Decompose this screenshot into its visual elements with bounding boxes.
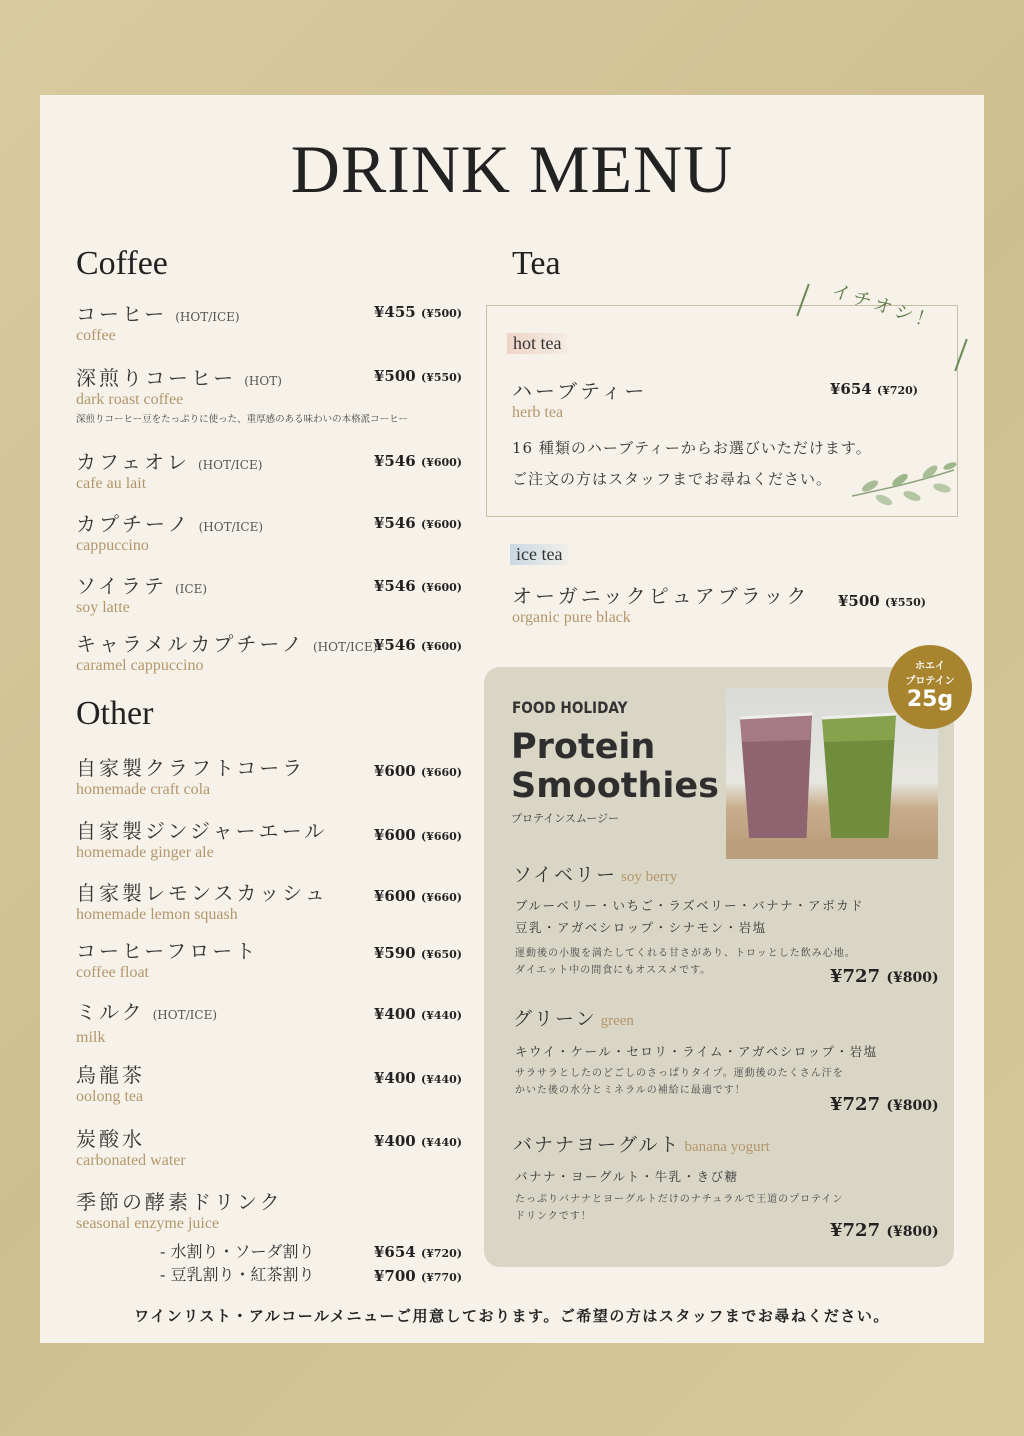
item-jp: 自家製ジンジャーエール bbox=[76, 819, 328, 843]
item-price: ¥590 (¥650) bbox=[374, 944, 463, 962]
coffee-heading: Coffee bbox=[76, 245, 168, 282]
enzyme-option-label: - 豆乳割り・紅茶割り bbox=[160, 1265, 315, 1284]
item-price: ¥654 (¥720) bbox=[830, 380, 919, 398]
item-note: (HOT) bbox=[244, 374, 282, 388]
item-jp: カフェオレ bbox=[76, 450, 190, 474]
item-en: soy latte bbox=[76, 599, 130, 616]
item-jp: カプチーノ bbox=[76, 512, 191, 536]
item-note: (ICE) bbox=[175, 582, 208, 596]
whey-protein-badge bbox=[888, 645, 972, 729]
badge-amount: 25g bbox=[906, 687, 954, 712]
item-en: herb tea bbox=[512, 404, 564, 421]
item-price: ¥400 (¥440) bbox=[374, 1069, 463, 1087]
enzyme-option-price: ¥700 (¥770) bbox=[374, 1267, 463, 1285]
smoothie-soy-berry-title: ソイベリー soy berry bbox=[513, 864, 678, 886]
item-en: dark roast coffee bbox=[76, 391, 184, 408]
item-jp: 自家製クラフトコーラ bbox=[76, 756, 306, 780]
item-en: milk bbox=[76, 1029, 106, 1046]
item-en: carbonated water bbox=[76, 1152, 186, 1169]
item-price: ¥546 (¥600) bbox=[374, 514, 463, 532]
item-jp: 烏龍茶 bbox=[76, 1063, 145, 1087]
brand-label: FOOD HOLIDAY bbox=[512, 698, 628, 717]
smoothie-ingredients: バナナ・ヨーグルト・牛乳・きび糖 bbox=[515, 1169, 739, 1184]
item-jp: 季節の酵素ドリンク bbox=[76, 1190, 283, 1214]
smoothie-green-title: グリーン green bbox=[513, 1008, 634, 1030]
item-price: ¥500 (¥550) bbox=[838, 592, 927, 610]
smoothie-description: 運動後の小腹を満たしてくれる甘さがあり、トロッとした飲み心地。 bbox=[515, 948, 856, 959]
menu-item-enzyme-juice bbox=[76, 1186, 461, 1233]
badge-line1: ホエイ bbox=[915, 661, 945, 672]
item-price: ¥455 (¥500) bbox=[374, 303, 463, 321]
item-en: caramel cappuccino bbox=[76, 657, 204, 674]
enzyme-option-label: - 水割り・ソーダ割り bbox=[160, 1242, 315, 1261]
item-jp: 自家製レモンスカッシュ bbox=[76, 881, 328, 905]
herb-description: ご注文の方はスタッフまでお尋ねください。 bbox=[512, 470, 833, 488]
item-en: homemade craft cola bbox=[76, 781, 211, 798]
other-heading: Other bbox=[76, 695, 154, 732]
smoothie-banana-yogurt-title: バナナヨーグルト banana yogurt bbox=[513, 1134, 770, 1156]
item-en: coffee bbox=[76, 327, 116, 344]
item-price: ¥600 (¥660) bbox=[374, 826, 463, 844]
item-price: ¥500 (¥550) bbox=[374, 367, 463, 385]
smoothie-price: ¥727 (¥800) bbox=[830, 966, 939, 987]
item-note: (HOT/ICE) bbox=[313, 640, 378, 654]
smoothie-description: たっぷりバナナとヨーグルトだけのナチュラルで王道のプロテイン bbox=[515, 1194, 844, 1205]
smoothie-ingredients: キウイ・ケール・セロリ・ライム・アガベシロップ・岩塩 bbox=[515, 1044, 878, 1059]
item-price: ¥546 (¥600) bbox=[374, 577, 463, 595]
smoothie-title-line1: Protein bbox=[511, 727, 656, 767]
page-title: DRINK MENU bbox=[290, 131, 734, 207]
item-en: oolong tea bbox=[76, 1088, 144, 1105]
badge-line2: プロテイン bbox=[905, 676, 955, 687]
item-jp: コーヒー bbox=[76, 302, 168, 326]
item-description: 深煎りコーヒー豆をたっぷりに使った、重厚感のある味わいの本格派コーヒー bbox=[76, 414, 408, 425]
item-price: ¥400 (¥440) bbox=[374, 1005, 463, 1023]
smoothie-description: ドリンクです！ bbox=[515, 1211, 592, 1222]
smoothie-title-line2: Smoothies bbox=[511, 766, 719, 806]
footer-note: ワインリスト・アルコールメニューご用意しております。ご希望の方はスタッフまでお尋ねください。 bbox=[134, 1307, 890, 1325]
enzyme-option-price: ¥654 (¥720) bbox=[374, 1243, 463, 1261]
item-en: cappuccino bbox=[76, 537, 149, 554]
item-note: (HOT/ICE) bbox=[175, 310, 240, 324]
tea-heading: Tea bbox=[512, 245, 561, 282]
hot-tea-tag: hot tea bbox=[507, 333, 567, 354]
smoothie-ingredients: ブルーベリー・いちご・ラズベリー・バナナ・アボカド bbox=[515, 898, 865, 913]
item-jp: ソイラテ bbox=[76, 574, 167, 598]
item-jp: キャラメルカプチーノ bbox=[76, 632, 305, 656]
item-en: coffee float bbox=[76, 964, 149, 981]
item-price: ¥546 (¥600) bbox=[374, 636, 463, 654]
item-note: (HOT/ICE) bbox=[198, 520, 264, 534]
item-en: organic pure black bbox=[512, 609, 631, 626]
smoothie-description: ダイエット中の間食にもオススメです。 bbox=[515, 965, 712, 976]
item-price: ¥600 (¥660) bbox=[374, 887, 463, 905]
recommend-label: イチオシ！ bbox=[828, 279, 940, 335]
item-jp: ミルク bbox=[76, 1000, 145, 1024]
item-price: ¥600 (¥660) bbox=[374, 762, 463, 780]
smoothie-price: ¥727 (¥800) bbox=[830, 1220, 939, 1241]
item-jp: ハーブティー bbox=[512, 379, 648, 403]
smoothie-description: かいた後の水分とミネラルの補給に最適です！ bbox=[515, 1085, 746, 1096]
item-price: ¥546 (¥600) bbox=[374, 452, 463, 470]
leaf-branch-icon bbox=[850, 462, 960, 518]
smoothie-description: サラサラとしたのどごしのさっぱりタイプ。運動後のたくさん汗を bbox=[515, 1068, 844, 1079]
smoothie-title-jp: プロテインスムージー bbox=[511, 812, 620, 825]
herb-description: 16 種類のハーブティーからお選びいただけます。 bbox=[512, 439, 872, 457]
smoothie-ingredients: 豆乳・アガベシロップ・シナモン・岩塩 bbox=[515, 920, 767, 935]
item-note: (HOT/ICE) bbox=[152, 1008, 218, 1022]
item-price: ¥400 (¥440) bbox=[374, 1132, 463, 1150]
item-en: seasonal enzyme juice bbox=[76, 1215, 220, 1232]
smoothie-price: ¥727 (¥800) bbox=[830, 1094, 939, 1115]
item-en: homemade lemon squash bbox=[76, 906, 238, 923]
item-en: homemade ginger ale bbox=[76, 844, 214, 861]
item-jp: コーヒーフロート bbox=[76, 939, 259, 963]
item-note: (HOT/ICE) bbox=[198, 458, 263, 472]
item-jp: 深煎りコーヒー bbox=[76, 366, 237, 390]
item-jp: オーガニックピュアブラック bbox=[512, 584, 810, 608]
ice-tea-tag: ice tea bbox=[510, 544, 568, 565]
item-en: cafe au lait bbox=[76, 475, 147, 492]
item-jp: 炭酸水 bbox=[76, 1127, 145, 1151]
